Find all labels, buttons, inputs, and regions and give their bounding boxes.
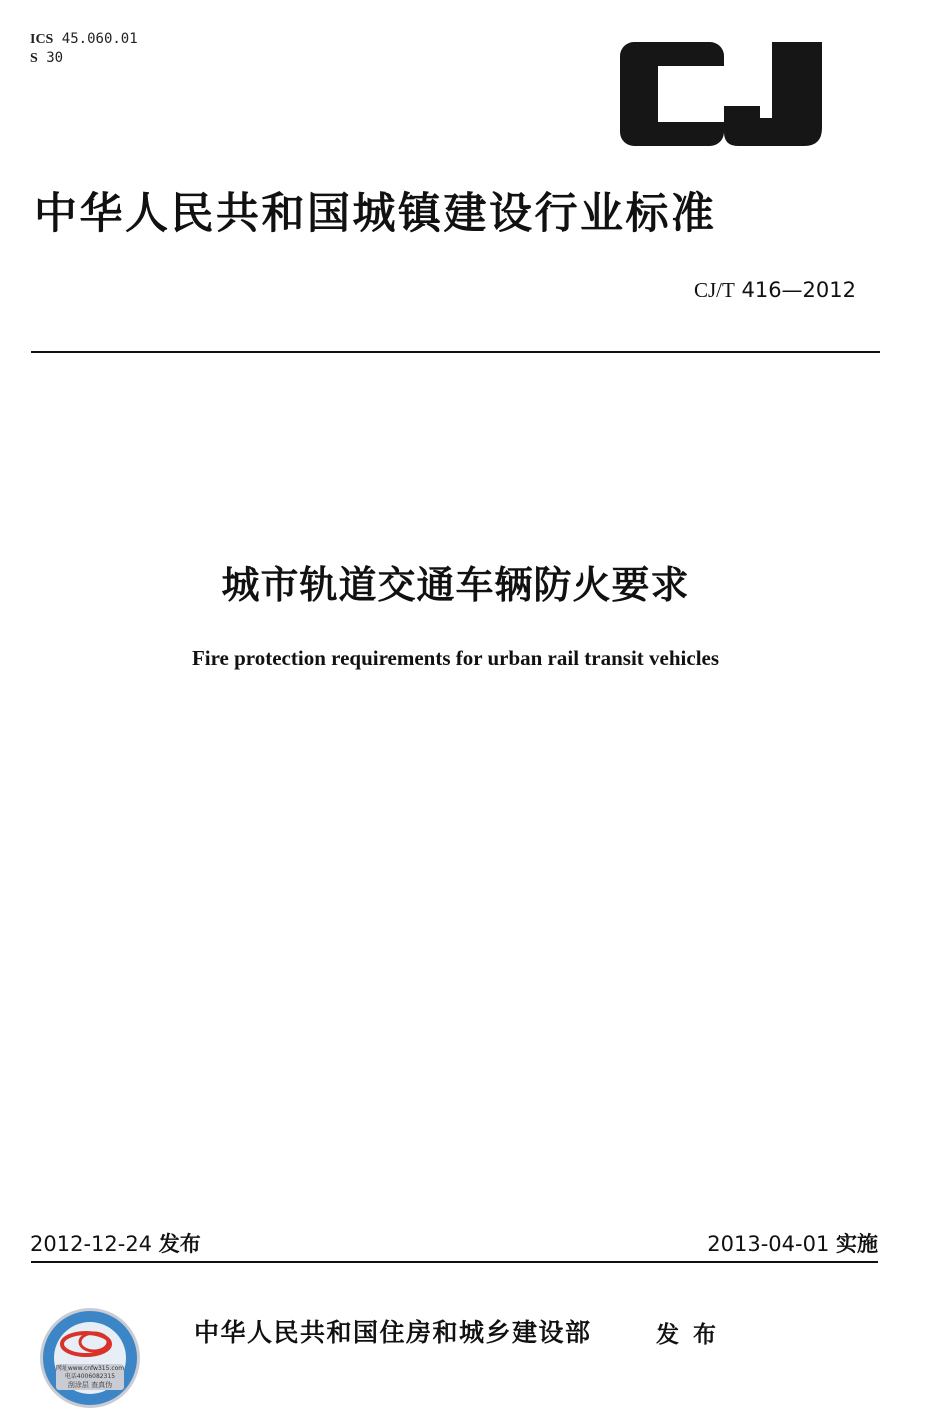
implement-date: 2013-04-01 xyxy=(707,1232,830,1256)
stamp-text-2: 电话4006082315 xyxy=(64,1373,116,1380)
standard-code xyxy=(0,278,856,303)
implement-label: 实施 xyxy=(836,1232,878,1256)
top-rule xyxy=(31,351,880,353)
bottom-rule xyxy=(31,1261,878,1263)
org-title: 中华人民共和国城镇建设行业标准 xyxy=(34,189,717,239)
issue-label: 发布 xyxy=(158,1232,201,1256)
anti-counterfeit-stamp-icon xyxy=(38,1306,142,1410)
cj-logo xyxy=(620,42,822,146)
stamp-text-1: 网址www.cnfw315.com xyxy=(55,1365,125,1372)
implement-date-line xyxy=(0,1228,878,1258)
ccs-line xyxy=(30,49,138,68)
classification-codes xyxy=(30,30,138,68)
ics-line xyxy=(30,30,138,49)
ics-label: ICS xyxy=(30,32,54,47)
ics-value: 45.060.01 xyxy=(61,31,138,47)
standard-code-prefix: CJ/T xyxy=(693,278,735,302)
english-title: Fire protection requirements for urban rail transit vehicles xyxy=(191,646,720,670)
stamp-text-3: 刮涂层 查真伪 xyxy=(67,1381,113,1389)
publish-label: 发布 xyxy=(656,1322,730,1348)
ccs-value: 30 xyxy=(46,50,64,66)
issue-date: 2012-12-24 xyxy=(30,1232,153,1256)
standard-code-number: 416—2012 xyxy=(741,278,856,302)
chinese-title: 城市轨道交通车辆防火要求 xyxy=(221,563,690,607)
ccs-label: S xyxy=(30,51,38,66)
publisher: 中华人民共和国住房和城乡建设部 xyxy=(194,1318,592,1347)
